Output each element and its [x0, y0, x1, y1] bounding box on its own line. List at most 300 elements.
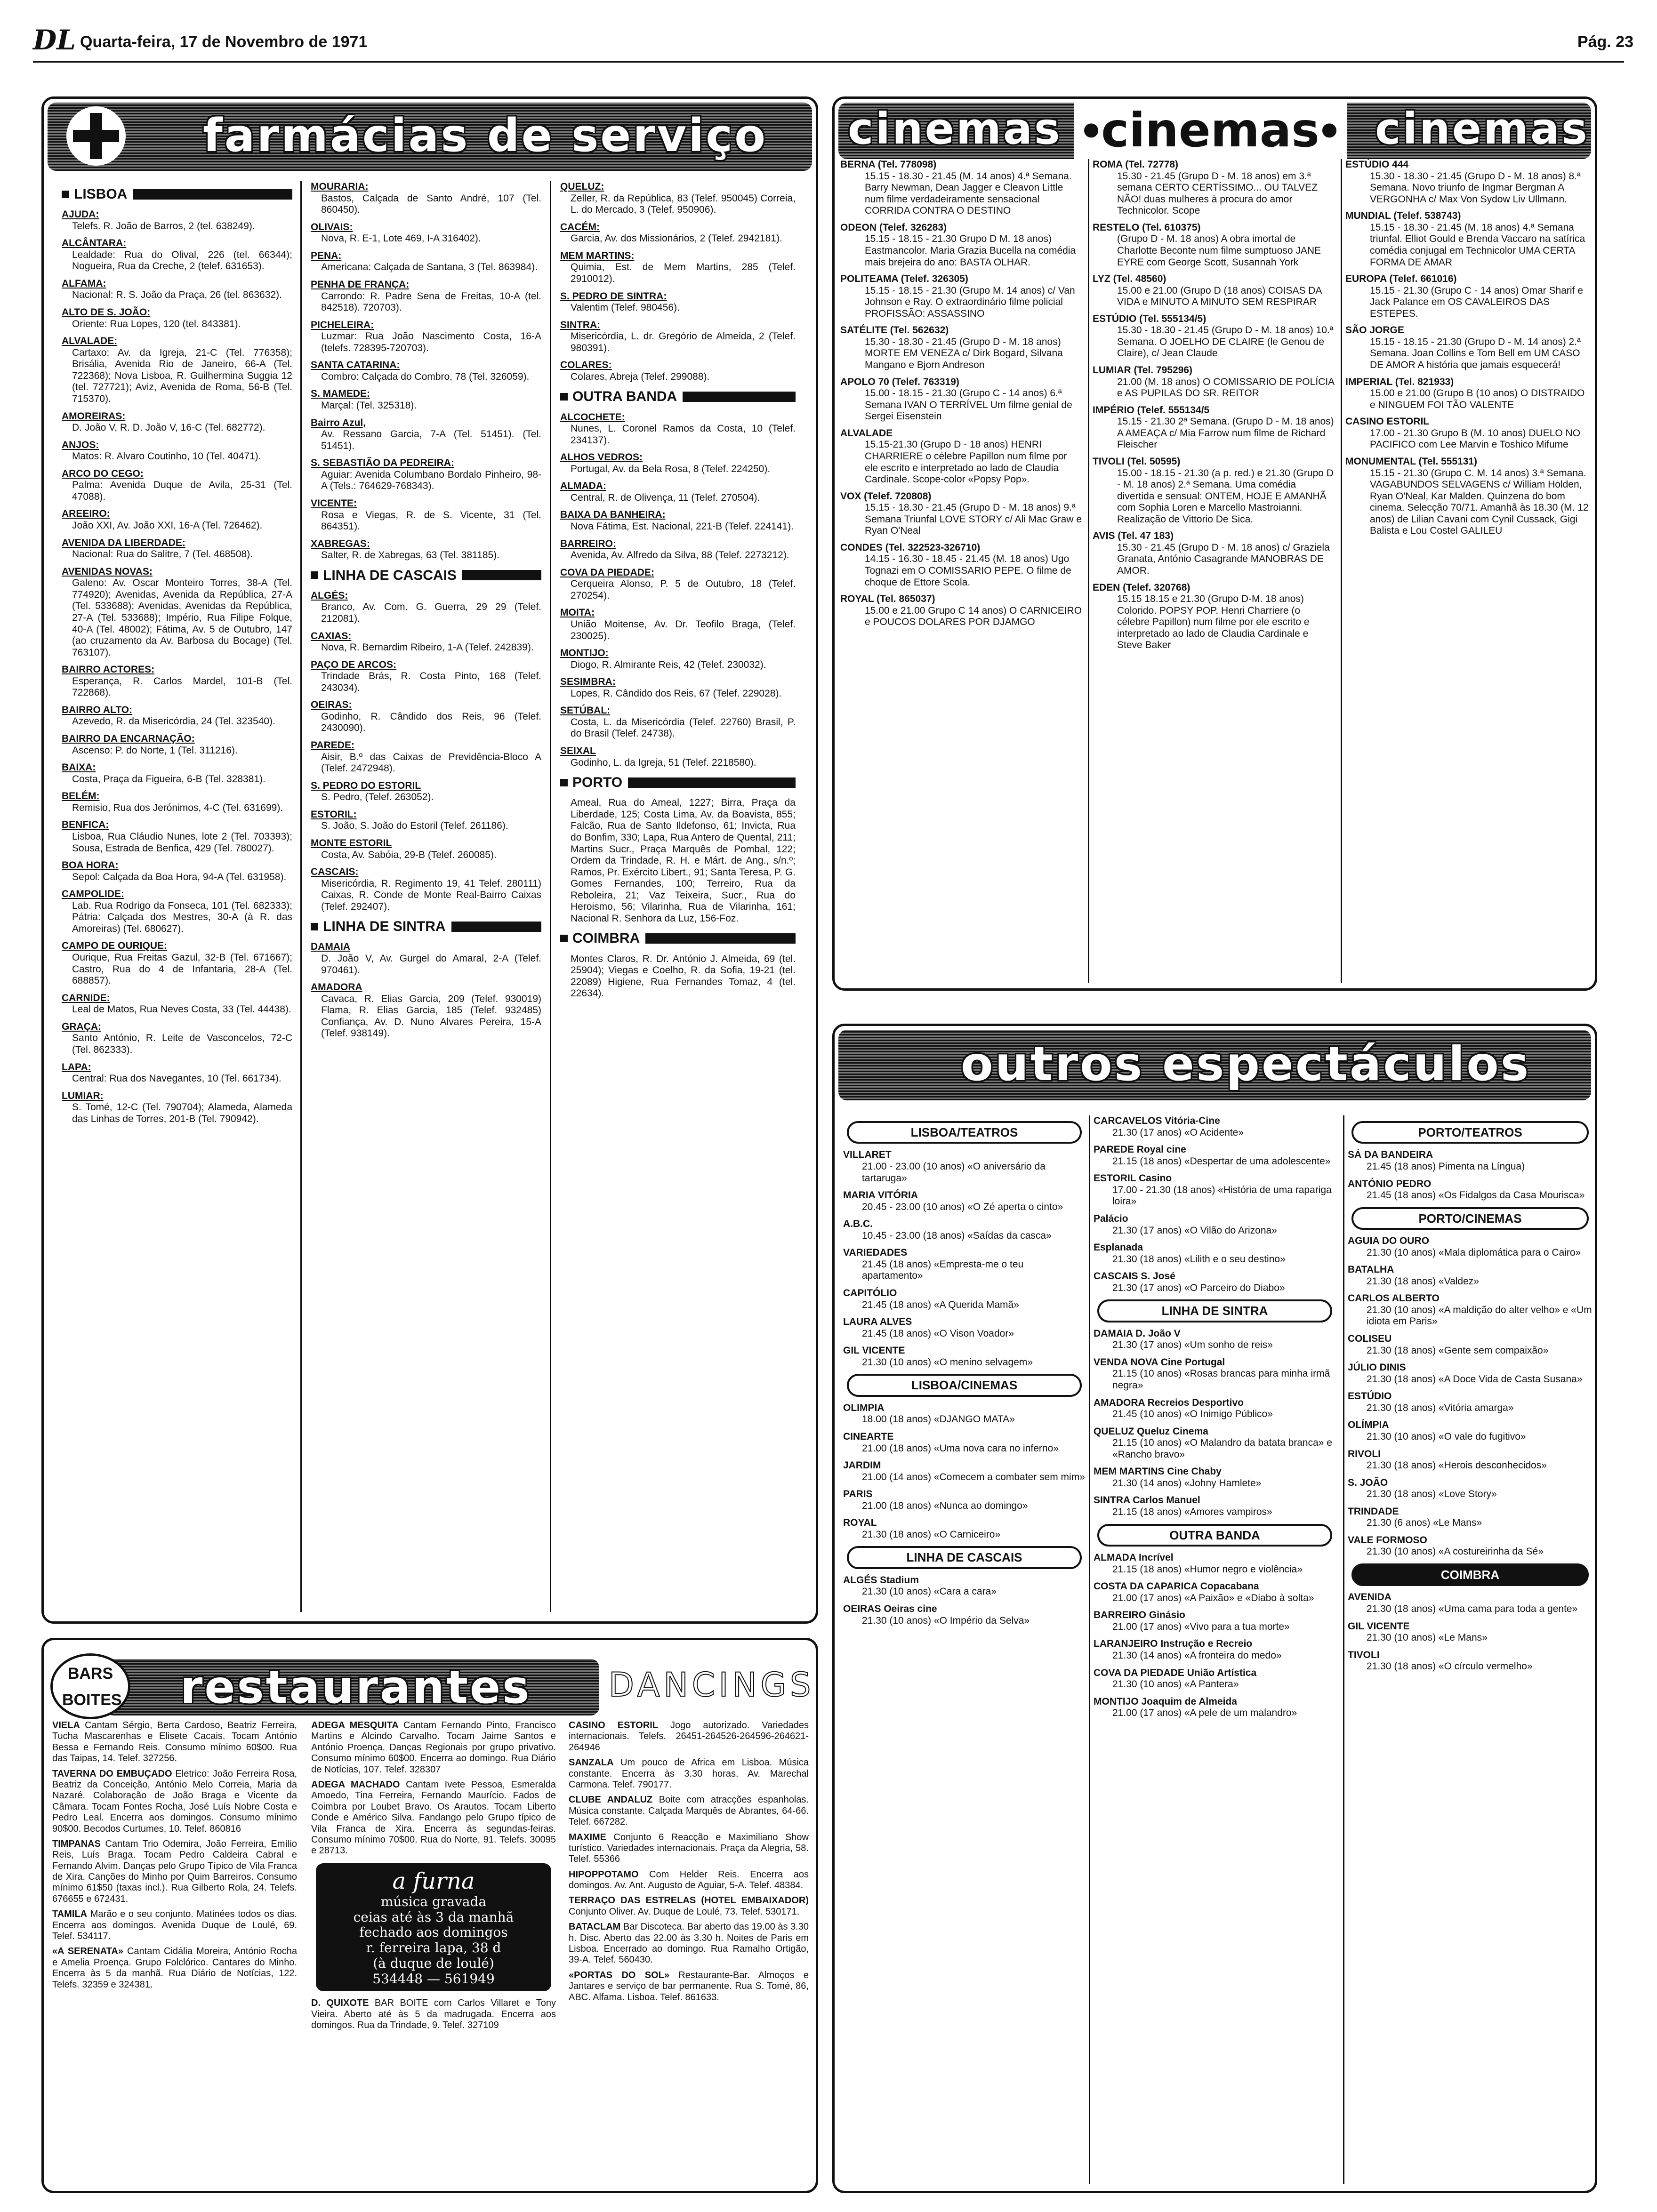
cinema-name: ESTÚDIO 444	[1345, 159, 1409, 170]
restaurant-details: Marão e o seu conjunto. Matinées todos os dias. Encerra aos domingos. Avenida Duque de Loulé, 69. Telef. 534117.	[52, 1909, 297, 1942]
venue-listing	[843, 1288, 1086, 1311]
venue-name: S. JOÃO	[1348, 1477, 1388, 1488]
pharmacy-entry	[62, 940, 292, 986]
venue-listing	[843, 1149, 1086, 1184]
cinema-listing	[1093, 530, 1335, 577]
pharmacy-area: BAIRRO DA ENCARNAÇÃO:	[62, 733, 195, 745]
venue-showtime: 21.30 (10 anos) «O menino selvagem»	[862, 1356, 1033, 1368]
pharmacy-details: Cavaca, R. Elias Garcia, 209 (Telef. 930019) Flama, R. Elias Garcia, 185 (Telef. 932485) Confiança, Av. D. Nuno Alvares Pereira, 15-A (Telef. 938149).	[321, 993, 541, 1039]
venue-showtime: 21.00 (14 anos) «Comecem a combater sem mim»	[862, 1471, 1085, 1483]
pharmacy-details: Telefs. R. João de Barros, 2 (tel. 638249).	[72, 220, 255, 232]
column-divider	[550, 181, 551, 1612]
pharmacy-area: MEM MARTINS:	[560, 250, 635, 261]
venue-listing	[1094, 1115, 1336, 1138]
pharmacy-area: PAÇO DE ARCOS:	[311, 659, 397, 670]
pharmacy-entry	[560, 567, 796, 602]
restaurant-listing	[311, 1779, 556, 1857]
restaurant-name: TERRAÇO DAS ESTRELAS (HOTEL EMBAIXADOR)	[569, 1895, 809, 1906]
pharmacy-details: Ameal, Rua do Ameal, 1227; Birra, Praça da Liberdade, 125; Costa Lima, Av. da Boavista, 855; Falcão, Rua de Santo Ildefonso, 61; Invicta, Rua do Bonfim, 330; Lapa, Rua Antero de Quental, 211; Martins Sucr., Praça Marquês de Pombal, 122; Ordem da Trindade, R. H. e Márt. de Ang., s/n.º; Ramos, Pr. Exército Libert., 91; Santa Teresa, P. G. Gomes Fernandes, 100; Terreiro, Rua da Reboleira, 21; Vaz Teixeira, Sucr., Rua do Heroismo, 56; Vilarinha, Rua de Vilarinha, 161; Nacional R. Senhora da Luz, 156-Foz.	[571, 797, 796, 924]
venue-listing	[1348, 1535, 1593, 1558]
restaurant-details: Cantam Fernando Pinto, Francisco Martins e Alcindo Carvalho. Tocam Jaime Santos e António Proença. Danças Regionais por grupo privativo. Consumo mínimo 60$00. Encerra ao domingo. Rua Diário de Notícias, 107. Telef. 328307	[311, 1720, 556, 1775]
venue-showtime: 21.30 (10 anos) «O vale do fugitivo»	[1367, 1431, 1526, 1442]
cinema-listing	[840, 542, 1083, 588]
cinema-showtimes: 15.15 18.15 e 21.30 (Grupo D-M. 18 anos) Colorido. POPSY POP. Henri Charriere (o célebre Papillon) num filme por ele escrito e interpretado ao lado de Claudia Cardinale e Steve Baker	[1117, 593, 1310, 651]
cinema-name: EUROPA (Telef. 661016)	[1345, 273, 1457, 285]
pharmacy-details: Matos: R. Alvaro Coutinho, 10 (Tel. 40471).	[72, 451, 261, 462]
cinemas-col-2	[1093, 159, 1335, 983]
venue-name: AVENIDA	[1348, 1592, 1392, 1603]
pharmacy-area: AREEIRO:	[62, 508, 110, 520]
venue-listing	[843, 1603, 1086, 1627]
pharmacy-details: Quimia, Est. de Mem Martins, 285 (Telef. 2910012).	[571, 262, 796, 284]
cinemas-title-right: cinemas	[1375, 104, 1589, 154]
cinema-showtimes: 15.15-21.30 (Grupo D - 18 anos) HENRI CHARRIERE o célebre Papillon num filme por ele escrito e interpretado ao lado de Claudia Cardinale. Scope-color «Popsy Pop».	[865, 439, 1067, 485]
restaurant-listing	[569, 1795, 809, 1827]
pharmacy-area: AJUDA:	[62, 209, 99, 220]
pharmacy-entry	[311, 631, 541, 654]
pharmacy-entry	[560, 481, 796, 504]
venue-showtime: 21.45 (18 anos) Pimenta na Língua)	[1367, 1161, 1525, 1172]
cinema-listing	[840, 593, 1083, 628]
pharmacy-details: S. João, S. João do Estoril (Telef. 261186).	[321, 820, 508, 832]
venue-name: OLÍMPIA	[1348, 1419, 1389, 1431]
cinema-name: ROMA (Tel. 72778)	[1093, 159, 1179, 170]
square-icon	[560, 779, 568, 786]
pharmacy-details: Nova, R. Bernardim Ribeiro, 1-A (Telef. 242839).	[321, 642, 534, 653]
venue-name: COLISEU	[1348, 1333, 1392, 1344]
pharmacy-area: AMADORA	[311, 982, 362, 993]
venue-showtime: 21.45 (18 anos) «O Vison Voador»	[862, 1328, 1014, 1339]
venue-name: CARLOS ALBERTO	[1348, 1293, 1440, 1304]
venue-showtime: 21.30 (10 anos) «Mala diplomática para o Cairo»	[1367, 1247, 1581, 1258]
restaurant-details: Cantam Cidália Moreira, António Rocha e Amelia Proença. Grupo Folclórico. Cantares do Minho. Encerra às 5 da manhã. Rua Diário de Notícias, 122. Telefs. 32359 e 324381.	[52, 1946, 297, 1990]
cinema-showtimes: 15.15 - 18.30 - 21.45 (Grupo D - M. 18 anos) 9.ª Semana Triunfal LOVE STORY c/ Ali Mac Graw e Ryan O'Neal	[865, 502, 1082, 537]
pharmacy-entry	[62, 468, 292, 503]
farmacias-col-3	[560, 181, 796, 1617]
pharmacy-area: BAIXA DA BANHEIRA:	[560, 509, 666, 521]
pharmacy-details: Rosa e Viegas, R. de S. Vicente, 31 (Tel. 864351).	[321, 509, 541, 532]
pharmacy-details: Godinho, L. da Igreja, 51 (Telef. 2218580).	[571, 757, 756, 768]
restaurant-listing	[52, 1720, 297, 1764]
cinema-showtimes: 15.00 - 18.15 - 21.30 (a p. red.) e 21.30 (Grupo D - M. 18 anos) 2.ª Semana. Uma comédia divertida e sensual: ONTEM, HOJE E AMANHÃ com Sophia Loren e Marcello Mastroianni. Realização de Vittorio De Sica.	[1117, 467, 1334, 525]
cinema-name: BERNA (Tel. 778098)	[840, 159, 937, 170]
pharmacy-area: ALCÂNTARA:	[62, 238, 127, 249]
cinemas-banner	[838, 103, 1591, 159]
venue-showtime: 21.30 (10 anos) «O Império da Selva»	[862, 1615, 1030, 1626]
cinema-showtimes: 14.15 - 16.30 - 18.45 - 21.45 (M. 18 anos) Ugo Tognazi em O COMISSARIO PEPE. O filme de choque de Ettore Scola.	[865, 553, 1071, 588]
venue-listing	[1348, 1506, 1593, 1529]
venue-showtime: 21.30 (17 anos) «Um sonho de reis»	[1112, 1339, 1273, 1351]
venue-listing	[1094, 1581, 1336, 1604]
restaurant-details: Conjunto Oliver. Av. Duque de Loulé, 73. Telef. 530171.	[569, 1906, 800, 1917]
cinema-name: LYZ (Tel. 48560)	[1093, 273, 1166, 285]
pharmacy-entry	[311, 982, 541, 1040]
venue-category-heading: PORTO/CINEMAS	[1351, 1207, 1589, 1230]
pharmacy-entry	[62, 566, 292, 659]
page-header	[33, 24, 1633, 60]
pharmacy-entry	[62, 411, 292, 434]
restaurant-details: Cantam Sérgio, Berta Cardoso, Beatriz Ferreira, Tucha Mascarenhas e Elisete Cacais. Tocam António Bessa e Fernando Reis. Consumo mínimo 60$00. Rua das Taipas, 14. Telef. 327256.	[52, 1720, 297, 1764]
restaurantes-title: restaurantes	[180, 1661, 531, 1714]
restaurantes-section	[41, 1638, 818, 2193]
restaurant-name: VIELA	[52, 1720, 80, 1731]
venue-listing	[843, 1345, 1086, 1368]
cinema-name: RESTELO (Tel. 610375)	[1093, 222, 1201, 233]
pharmacy-entry	[311, 181, 541, 216]
cinema-listing	[1093, 582, 1335, 651]
pharmacy-entry	[560, 538, 796, 561]
section-heading-label: OUTRA BANDA	[572, 389, 677, 405]
pharmacy-details: Americana: Calçada de Santana, 3 (Tel. 863984).	[321, 262, 538, 273]
cinema-listing	[1345, 416, 1590, 451]
pharmacy-entry	[560, 797, 796, 924]
venue-showtime: 21.30 (14 anos) «A fronteira do medo»	[1112, 1650, 1282, 1661]
venue-category-heading: LISBOA/TEATROS	[847, 1121, 1082, 1144]
pharmacy-details: Diogo, R. Almirante Reis, 42 (Telef. 230032).	[571, 659, 766, 670]
venue-showtime: 21.00 (17 anos) «A pele de um malandro»	[1112, 1707, 1297, 1719]
pharmacy-entry	[311, 360, 541, 383]
pharmacy-details: Santo António, R. Leite de Vasconcelos, 72-C (Tel. 862333).	[72, 1033, 292, 1055]
cinema-showtimes: 15.15 - 18.30 - 21.45 (M. 18 anos) 4.ª Semana triunfal. Elliot Gould e Brenda Vaccaro na satírica comédia conjugal em Technicolor UMA CERTA FORMA DE AMAR	[1370, 222, 1585, 268]
venue-showtime: 21.30 (18 anos) «Valdez»	[1367, 1275, 1479, 1287]
column-divider	[1088, 159, 1089, 983]
venue-listing	[1094, 1495, 1336, 1518]
pharmacy-details: Lab. Rua Rodrigo da Fonseca, 101 (Tel. 682333); Pátria: Calçada dos Mestres, 30-A (à R. das Amoreiras) (Tel. 680627).	[72, 900, 292, 934]
venue-showtime: 21.00 (17 anos) «Vivo para a tua morte»	[1112, 1621, 1290, 1632]
advert-line: r. ferreira lapa, 38 d	[366, 1940, 501, 1956]
restaurant-listing	[52, 1839, 297, 1905]
cinema-name: MUNDIAL (Telef. 538743)	[1345, 210, 1461, 222]
pharmacy-entry	[311, 941, 541, 976]
header-date: Quarta-feira, 17 de Novembro de 1971	[80, 33, 368, 51]
pharmacy-area: PAREDE:	[311, 740, 354, 751]
restaurant-name: TAMILA	[52, 1909, 88, 1920]
pharmacy-details: Costa, L. da Misericórdia (Telef. 22760) Brasil, P. do Brasil (Telef. 24738).	[571, 716, 796, 739]
pharmacy-details: Misericórdia, L. dr. Gregório de Almeida, 2 (Telef. 980391).	[571, 331, 796, 353]
venue-listing	[843, 1431, 1086, 1454]
restaurant-listing	[569, 1720, 809, 1753]
venue-showtime: 21.30 (17 anos) «O Vilão do Arizona»	[1112, 1225, 1277, 1236]
cinema-name: ALVALADE	[840, 427, 893, 439]
venue-name: PAREDE Royal cine	[1094, 1144, 1186, 1155]
cinema-name: SÃO JORGE	[1345, 325, 1404, 336]
cinemas-col-1	[840, 159, 1083, 983]
venue-showtime: 21.00 - 23.00 (10 anos) «O aniversário da tartaruga»	[862, 1161, 1046, 1184]
pharmacy-entry	[62, 1090, 292, 1125]
cinema-showtimes: 15.15 - 18.15 - 21.30 Grupo D M. 18 anos) Eastmancolor. Maria Grazia Bucella na comédia mais brejeira do ano: BASTA OLHAR.	[865, 233, 1076, 268]
venue-showtime: 21.30 (17 anos) «O Parceiro do Diabo»	[1112, 1282, 1285, 1293]
pharmacy-details: D. João V, R. D. João V, 16-C (Tel. 682772).	[72, 422, 265, 433]
pharmacy-details: Ourique, Rua Freitas Gazul, 32-B (Tel. 671667); Castro, Rua do 4 de Infantaria, 28-A (Tel. 688857).	[72, 952, 292, 986]
pharmacy-details: Salter, R. de Xabregas, 63 (Tel. 381185).	[321, 550, 500, 561]
venue-listing	[1348, 1362, 1593, 1385]
venue-name: GIL VICENTE	[1348, 1620, 1410, 1632]
cinema-showtimes: 15.15 - 18.15 - 21.30 (Grupo D - M. 14 anos) 2.ª Semana. Joan Collins e Tom Bell em UM CASO DE AMOR A história que jamais esquecerá!	[1370, 336, 1581, 370]
venue-name: ESTORIL Casino	[1094, 1173, 1172, 1184]
venue-name: TIVOLI	[1348, 1649, 1380, 1660]
venue-showtime: 21.30 (18 anos) «A Doce Vida de Casta Susana»	[1367, 1373, 1583, 1385]
venue-showtime: 21.00 (17 anos) «A Paixão» e «Diabo à solta»	[1112, 1592, 1314, 1603]
cinema-name: MONUMENTAL (Tel. 555131)	[1345, 456, 1478, 467]
pharmacy-entry	[62, 664, 292, 699]
pharmacy-entry	[311, 457, 541, 492]
restaurantes-col-2	[311, 1720, 556, 2186]
venue-listing	[843, 1403, 1086, 1426]
pharmacy-details: Av. Ressano Garcia, 7-A (Tel. 51451). (Tel. 51451).	[321, 429, 541, 451]
heading-bar	[133, 189, 292, 200]
pharmacy-area: AMOREIRAS:	[62, 410, 126, 422]
section-heading	[311, 567, 541, 584]
venue-name: JÚLIO DINIS	[1348, 1362, 1406, 1373]
pharmacy-details: Misericórdia, R. Regimento 19, 41 Telef. 280111) Caixas, R. Conde de Monte Real-Bairro Caixas (Telef. 292407).	[321, 878, 541, 912]
pharmacy-area: SESIMBRA:	[560, 676, 616, 688]
venue-showtime: 18.00 (18 anos) «DJANGO MATA»	[862, 1414, 1015, 1425]
venue-listing	[1348, 1235, 1593, 1258]
venue-showtime: 21.30 (6 anos) «Le Mans»	[1367, 1517, 1482, 1529]
venue-listing	[1094, 1610, 1336, 1633]
pharmacy-area: LUMIAR:	[62, 1090, 104, 1101]
cinema-name: EDEN (Telef. 320768)	[1093, 582, 1190, 593]
restaurant-details: Restaurante-Bar. Almoços e Jantares e serviço de bar permanente. Rua S. Tomé, 86, ABC. Alfama. Lisboa. Telef. 861633.	[569, 1970, 809, 2003]
venue-category-heading: PORTO/TEATROS	[1351, 1121, 1589, 1144]
pharmacy-entry	[62, 278, 292, 301]
section-heading-label: LINHA DE CASCAIS	[323, 567, 457, 583]
cinema-listing	[1093, 405, 1335, 451]
pharmacy-entry	[62, 819, 292, 854]
heading-bar	[462, 570, 541, 580]
restaurant-name: CLUBE ANDALUZ	[569, 1795, 653, 1805]
restaurant-listing	[569, 1895, 809, 1917]
section-heading-label: LINHA DE SINTRA	[323, 919, 446, 935]
venue-listing	[1348, 1477, 1593, 1500]
restaurant-details: Cantam Trio Odemira, João Ferreira, Emílio Reis, Luís Braga. Tocam Pedro Caldeira Cabral e Fernando Alvim. Danças pelo Grupo Típico de Vila Franca de Xira. Canções do Minho por Quim Barreiros. Consumo mínimo 61$50 (taxas incl.). Rua Gilberto Rola, 24. Telefs. 676655 e 672431.	[52, 1838, 297, 1904]
cinema-name: LUMIAR (Tel. 795296)	[1093, 365, 1192, 376]
advert-line: fechado aos domingos	[359, 1924, 508, 1940]
cinemas-title-center: ●cinemas●	[1074, 103, 1347, 159]
venue-showtime: 21.30 (10 anos) «Le Mans»	[1367, 1632, 1488, 1643]
venue-showtime: 21.30 (10 anos) «A Pantera»	[1112, 1679, 1239, 1690]
pharmacy-area: BOA HORA:	[62, 860, 119, 871]
venue-showtime: 21.45 (18 anos) «A Querida Mamã»	[862, 1299, 1019, 1310]
venue-listing	[843, 1460, 1086, 1483]
venue-name: JARDIM	[843, 1460, 881, 1471]
pharmacy-details: Montes Claros, R. Dr. António J. Almeida, 69 (tel. 25904); Viegas e Coelho, R. da Sofia, 19-21 (tel. 22089) Higiene, Rua Fernandes Tomaz, 4 (tel. 22634).	[571, 953, 796, 999]
pharmacy-details: Godinho, R. Cândido dos Reis, 96 (Telef. 2430090).	[321, 711, 541, 734]
pharmacy-details: Zeller, R. da República, 83 (Telef. 950045) Correia, L. do Mercado, 3 (Telef. 950906).	[571, 192, 796, 216]
venue-showtime: 21.15 (18 anos) «Despertar de uma adolescente»	[1112, 1155, 1331, 1167]
venue-listing	[843, 1517, 1086, 1540]
pharmacy-area: ALFAMA:	[62, 278, 106, 289]
pharmacy-area: BELÉM:	[62, 791, 100, 802]
restaurant-details: Conjunto 6 Reacção e Maximiliano Show turístico. Variedades internacionais. Praça da Alegria, 58. Telef. 55366	[569, 1832, 809, 1865]
restaurant-details: BAR BOITE com Carlos Villaret e Tony Vieira. Aberto até às 5 da madrugada. Encerra aos domingos. Rua da Trindade, 9. Telef. 327109	[311, 1998, 556, 2031]
venue-listing	[1094, 1426, 1336, 1461]
restaurantes-col-3	[569, 1720, 809, 2186]
pharmacy-area: AVENIDA DA LIBERDADE:	[62, 537, 185, 548]
pharmacy-details: Avenida, Av. Alfredo da Silva, 88 (Telef. 2273212).	[571, 550, 789, 561]
venue-name: BATALHA	[1348, 1264, 1394, 1275]
pharmacy-details: Luzmar: Rua João Nascimento Costa, 16-A (telefs. 728395-720703).	[321, 331, 541, 353]
pharmacy-entry	[311, 699, 541, 734]
venue-name: ANTÓNIO PEDRO	[1348, 1178, 1432, 1189]
venue-showtime: 21.30 (18 anos) «O círculo vermelho»	[1367, 1661, 1533, 1672]
venue-showtime: 21.30 (14 anos) «Johny Hamlete»	[1112, 1477, 1262, 1489]
pharmacy-entry	[311, 320, 541, 354]
pharmacy-details: Marçal: (Tel. 325318).	[321, 400, 417, 411]
venue-showtime: 17.00 - 21.30 (18 anos) «História de uma rapariga loira»	[1112, 1184, 1332, 1207]
pharmacy-entry	[311, 590, 541, 625]
heading-bar	[645, 933, 796, 944]
pharmacy-entry	[311, 417, 541, 452]
pharmacy-details: Central, R. de Olivença, 11 (Telef. 270504).	[571, 492, 760, 503]
pharmacy-area: ESTORIL:	[311, 809, 357, 820]
restaurant-details: Cantam Ivete Pessoa, Esmeralda Amoedo, Tina Ferreira, Fernando Maurício. Fados de Coimbra por Loubet Bravo. Os Arautos. Tocam Liberto Conde e Américo Silva. Fandango pelo Grupo típico de Vila Franca de Xira. Encerra às segundas-feiras. Consumo mínimo 70$00. Rua do Norte, 91. Telefs. 30095 e 28713.	[311, 1779, 556, 1856]
column-divider	[1343, 1115, 1344, 2184]
square-icon	[311, 923, 318, 930]
venue-showtime: 21.30 (10 anos) «A maldição do alter velho» e «Um idiota em Paris»	[1367, 1304, 1592, 1327]
pharmacy-entry	[560, 360, 796, 383]
restaurantes-banner	[105, 1659, 599, 1715]
venue-category-heading: LINHA DE SINTRA	[1097, 1299, 1332, 1322]
pharmacy-area: BENFICA:	[62, 819, 109, 831]
section-heading-label: LISBOA	[74, 186, 128, 202]
pharmacy-area: BAIXA:	[62, 762, 96, 773]
pharmacy-area: S. PEDRO DE SINTRA:	[560, 290, 667, 302]
venue-name: AGUIA DO OURO	[1348, 1235, 1430, 1247]
pharmacy-details: Leal de Matos, Rua Neves Costa, 33 (Tel. 44438).	[72, 1004, 291, 1015]
cinema-showtimes: 15.30 - 18.30 - 21.45 (Grupo D - M. 18 anos) MORTE EM VENEZA c/ Dirk Bogard, Silvana Mangano e Bjorn Andreson	[865, 336, 1063, 370]
venue-name: MONTIJO Joaquim de Almeida	[1094, 1696, 1237, 1707]
pharmacy-details: Trindade Brás, R. Costa Pinto, 168 (Telef. 243034).	[321, 671, 541, 693]
cinema-showtimes: 15.15 - 21.30 (Grupo C - 14 anos) Omar Sharif e Jack Palance em OS CAVALEIROS DAS ESTEPES.	[1370, 285, 1583, 319]
section-heading	[560, 774, 796, 791]
venue-listing	[1094, 1357, 1336, 1392]
cinema-showtimes: 15.00 e 21.00 Grupo C 14 anos) O CARNICEIRO e POUCOS DOLARES POR DJAMGO	[865, 605, 1082, 628]
cinema-listing	[1345, 159, 1590, 205]
venue-listing	[1094, 1466, 1336, 1489]
section-heading	[311, 918, 541, 935]
pharmacy-entry	[311, 498, 541, 533]
cinema-name: IMPERIAL (Tel. 821933)	[1345, 376, 1454, 387]
pharmacy-area: CAXIAS:	[311, 630, 352, 641]
pharmacy-entry	[62, 440, 292, 463]
venue-listing	[1348, 1178, 1593, 1202]
venue-showtime: 21.15 (10 anos) «O Malandro da batata branca» e «Rancho bravo»	[1112, 1437, 1332, 1460]
cinema-listing	[1345, 377, 1590, 411]
restaurant-listing	[569, 1832, 809, 1865]
venue-showtime: 21.45 (10 anos) «O Inimigo Público»	[1112, 1409, 1273, 1420]
pharmacy-entry	[62, 1062, 292, 1085]
venue-name: A.B.C.	[843, 1218, 873, 1230]
outros-title: outros espectáculos	[961, 1036, 1531, 1091]
venue-name: CAPITÓLIO	[843, 1288, 897, 1299]
cinema-name: ROYAL (Tel. 865037)	[840, 593, 935, 605]
farmacias-col-2	[311, 181, 541, 1617]
section-heading-label: COIMBRA	[572, 930, 640, 946]
cinema-name: VOX (Telef. 720808)	[840, 490, 932, 502]
cinema-listing	[1093, 456, 1335, 525]
cinema-listing	[840, 377, 1083, 423]
cinema-listing	[1093, 273, 1335, 308]
newspaper-logo: DL	[33, 24, 76, 56]
venue-listing	[1094, 1213, 1336, 1236]
venue-listing	[1094, 1328, 1336, 1351]
restaurant-name: TAVERNA DO EMBUÇADO	[52, 1768, 172, 1779]
venue-name: ESTÚDIO	[1348, 1391, 1392, 1402]
restaurant-listing	[52, 1946, 297, 1990]
pharmacy-details: Bastos, Calçada de Santo André, 107 (Tel. 860450).	[321, 192, 541, 216]
square-icon	[560, 935, 568, 942]
cinema-name: IMPÉRIO (Telef. 555134/5	[1093, 404, 1210, 416]
pharmacy-entry	[311, 222, 541, 245]
venue-listing	[1094, 1397, 1336, 1420]
venue-name: ROYAL	[843, 1517, 877, 1529]
cinema-name: SATÉLITE (Tel. 562632)	[840, 325, 949, 336]
venue-name: OEIRAS Oeiras cine	[843, 1603, 937, 1614]
venue-listing	[1348, 1391, 1593, 1414]
cinema-name: CONDES (Tel. 322523-326710)	[840, 542, 981, 553]
heading-bar	[451, 922, 541, 932]
cinema-showtimes: 15.15 - 21.30 (Grupo C. M. 14 anos) 3.ª Semana. VAGABUNDOS SELVAGENS c/ William Holden, Ryan O'Neal, Kar Malden. Quinzena do bom cinema. Selecção 70/71. Amanhã às 18.30 (M. 12 anos) de Lilian Cavani com Cynil Cussack, Gigi Balista e Lou Costel GALILEU	[1370, 467, 1589, 537]
pharmacy-area: CASCAIS:	[311, 866, 359, 878]
venue-listing	[843, 1218, 1086, 1242]
pharmacy-details: Nova, R. E-1, Lote 469, I-A 316402).	[321, 233, 481, 244]
venue-listing	[843, 1489, 1086, 1512]
venue-showtime: 21.00 (18 anos) «Uma nova cara no inferno»	[862, 1443, 1059, 1454]
pharmacy-details: Azevedo, R. da Misericórdia, 24 (Tel. 323540).	[72, 716, 275, 727]
square-icon	[62, 191, 69, 198]
pharmacy-details: Lealdade: Rua do Olival, 226 (tel. 66344); Nogueira, Rua da Creche, 2 (telef. 631653).	[72, 249, 292, 272]
pharmacy-details: Garcia, Av. dos Missionários, 2 (Telef. 2942181).	[571, 233, 782, 244]
cinema-showtimes: 15.00 e 21.00 (Grupo B (10 anos) O DISTRAIDO e NINGUEM FOI TÃO VALENTE	[1370, 388, 1585, 410]
venue-name: ALMADA Incrível	[1094, 1552, 1174, 1563]
restaurant-listing	[569, 1869, 809, 1891]
header-rule	[33, 61, 1624, 63]
cinema-listing	[840, 273, 1083, 320]
cinema-showtimes: 15.30 - 18.30 - 21.45 (Grupo D - M. 18 anos) 8.ª Semana. Novo triunfo de Ingmar Bergman A VERGONHA c/ Max Von Sydow Liv Ullmann.	[1370, 170, 1581, 205]
venue-showtime: 21.30 (18 anos) «Love Story»	[1367, 1489, 1497, 1500]
pharmacy-entry	[62, 336, 292, 405]
pharmacy-area: ALMADA:	[560, 481, 606, 492]
pharmacy-entry	[62, 860, 292, 883]
venue-listing	[1094, 1173, 1336, 1208]
pharmacy-entry	[311, 250, 541, 273]
pharmacy-area: SEIXAL	[560, 745, 596, 757]
venue-listing	[1094, 1552, 1336, 1575]
venue-name: RIVOLI	[1348, 1448, 1381, 1459]
pharmacy-area: S. MAMEDE:	[311, 388, 370, 400]
pharmacy-details: Sepol: Calçada da Boa Hora, 94-A (Tel. 631958).	[72, 871, 287, 882]
venue-listing	[1348, 1149, 1593, 1172]
venue-name: VALE FORMOSO	[1348, 1534, 1427, 1546]
restaurant-details: Boite com atracções espanholas. Música constante. Calçada Marquês de Abrantes, 64-66. Telef. 667282.	[569, 1795, 809, 1827]
pharmacy-entry	[311, 809, 541, 832]
a-furna-advert	[316, 1863, 551, 1992]
pharmacy-area: Bairro Azul,	[311, 417, 366, 428]
venue-listing	[1348, 1419, 1593, 1443]
venue-name: QUELUZ Queluz Cinema	[1094, 1426, 1208, 1437]
pharmacy-details: Central: Rua dos Navegantes, 10 (Tel. 661734).	[72, 1073, 282, 1084]
pharmacy-entry	[560, 181, 796, 216]
venue-name: GIL VICENTE	[843, 1345, 905, 1356]
pharmacy-area: OLIVAIS:	[311, 221, 353, 232]
pharmacy-area: OEIRAS:	[311, 699, 352, 711]
pharmacy-entry	[311, 838, 541, 861]
pharmacy-details: Lopes, R. Cândido dos Reis, 67 (Telef. 229028).	[571, 688, 782, 699]
restaurant-name: «PORTAS DO SOL»	[569, 1970, 669, 1980]
venue-listing	[843, 1316, 1086, 1339]
venue-listing	[1094, 1696, 1336, 1719]
